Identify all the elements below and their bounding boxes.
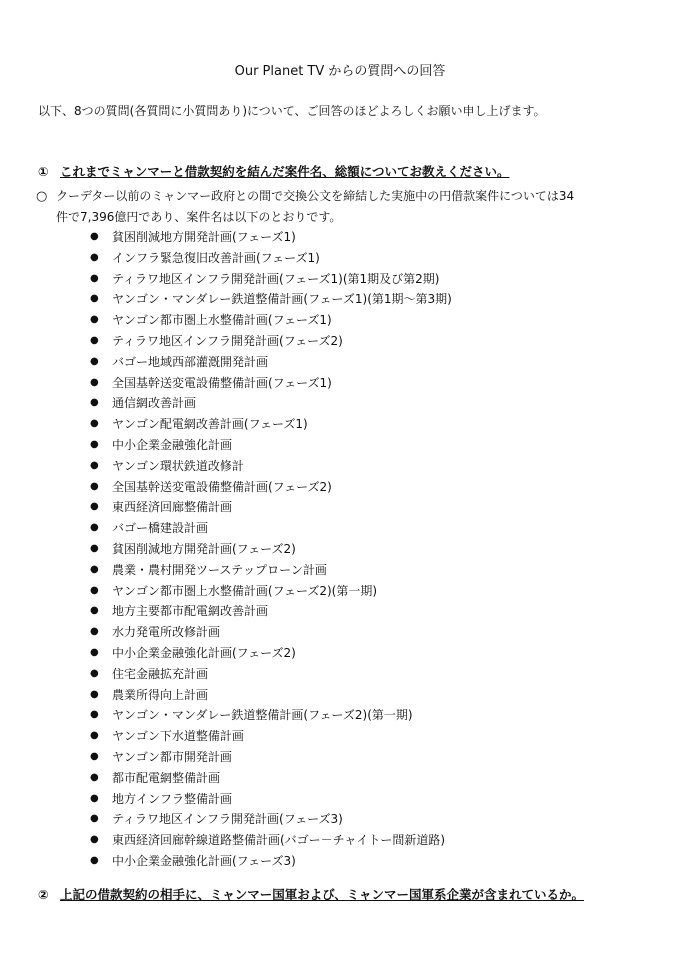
project-name: ティラワ地区インフラ開発計画(フェーズ1)(第1期及び第2期): [112, 271, 440, 286]
list-item: [90, 393, 452, 414]
bullet-icon: ●: [90, 251, 99, 263]
list-item: [90, 497, 452, 518]
bullet-icon: ●: [90, 563, 99, 575]
list-item: [90, 726, 452, 747]
project-name: 住宅金融拡充計画: [112, 666, 209, 681]
project-name: バゴー地域西部灌漑開発計画: [112, 354, 269, 369]
bullet-icon: ●: [90, 688, 99, 700]
list-item: [90, 705, 452, 726]
bullet-icon: ●: [90, 397, 99, 409]
question-2-number: ②: [38, 887, 49, 902]
project-name: 貧困削減地方開発計画(フェーズ1): [112, 230, 296, 244]
project-name: ヤンゴン都市圏上水整備計画(フェーズ1): [112, 313, 332, 328]
list-item: [90, 622, 452, 643]
question-1-number: ①: [38, 164, 49, 179]
bullet-icon: ●: [90, 750, 99, 762]
project-name: ヤンゴン環状鉄道改修計: [112, 458, 244, 473]
bullet-icon: ●: [90, 438, 99, 450]
bullet-icon: ●: [90, 542, 99, 554]
answer-1-line-1: [36, 186, 648, 207]
question-2-text: 上記の借款契約の相手に、ミャンマー国軍および、ミャンマー国軍系企業が含まれているか。: [60, 887, 585, 902]
bullet-icon: ●: [90, 667, 99, 679]
answer-1: [36, 186, 648, 227]
project-name: ヤンゴン・マンダレー鉄道整備計画(フェーズ2)(第一期): [112, 708, 413, 723]
list-item: [90, 643, 452, 664]
bullet-icon: ●: [90, 771, 99, 783]
bullet-icon: ●: [90, 854, 99, 866]
list-item: [90, 789, 452, 810]
answer-1-line-1-text: クーデター以前のミャンマー政府との間で交換公文を締結した実施中の円借款案件については34: [56, 189, 575, 203]
project-name: 農業・農村開発ツーステップローン計画: [112, 562, 327, 577]
question-2: [38, 886, 584, 904]
project-name: 水力発電所改修計画: [112, 625, 221, 640]
project-name: 東西経済回廊幹線道路整備計画(バゴー－チャイトー間新道路): [112, 833, 446, 848]
project-list: [90, 227, 452, 872]
list-item: [90, 581, 452, 602]
answer-1-line-2: 件で7,396億円であり、案件名は以下のとおりです。: [56, 210, 342, 224]
list-item: [90, 809, 452, 830]
project-name: 都市配電網整備計画: [112, 770, 221, 785]
list-item: [90, 768, 452, 789]
bullet-icon: ●: [90, 376, 99, 388]
project-name: 全国基幹送変電設備整備計画(フェーズ2): [112, 479, 332, 494]
bullet-icon: ●: [90, 293, 99, 305]
bullet-icon: ●: [90, 231, 99, 242]
list-item: [90, 310, 452, 331]
list-item: [90, 560, 452, 581]
bullet-icon: ●: [90, 459, 99, 471]
list-item: [90, 685, 452, 706]
list-item: [90, 830, 452, 851]
list-item: [90, 851, 452, 872]
bullet-icon: ●: [90, 709, 99, 721]
list-item: [90, 664, 452, 685]
bullet-icon: ●: [90, 626, 99, 638]
document-title: Our Planet TV からの質問への回答: [234, 64, 446, 79]
question-1-text: これまでミャンマーと借款契約を結んだ案件名、総額についてお教えください。: [60, 164, 510, 179]
list-item: [90, 518, 452, 539]
bullet-icon: ●: [90, 584, 99, 596]
list-item: [90, 289, 452, 310]
list-item: [90, 227, 452, 248]
project-name: 中小企業金融強化計画: [112, 437, 233, 452]
project-name: 農業所得向上計画: [112, 687, 209, 702]
project-name: 通信網改善計画: [112, 396, 197, 411]
project-name: ヤンゴン下水道整備計画: [112, 729, 244, 744]
bullet-icon: ●: [90, 334, 99, 346]
bullet-icon: ●: [90, 418, 99, 430]
list-item: [90, 747, 452, 768]
bullet-icon: ●: [90, 605, 99, 617]
project-name: ヤンゴン都市開発計画: [112, 749, 232, 764]
bullet-icon: ●: [90, 480, 99, 492]
project-name: 貧困削減地方開発計画(フェーズ2): [112, 541, 296, 556]
intro-text: 以下、8つの質問(各質問に小質問あり)について、ご回答のほどよろしくお願い申し上げます。: [38, 104, 546, 118]
list-item: [90, 373, 452, 394]
project-name: 東西経済回廊整備計画: [112, 500, 233, 515]
list-item: [90, 414, 452, 435]
bullet-icon: ●: [90, 730, 99, 742]
list-item: [90, 352, 452, 373]
circle-marker-icon: ○: [36, 189, 48, 204]
list-item: [90, 539, 452, 560]
bullet-icon: ●: [90, 813, 99, 825]
project-name: ヤンゴン配電網改善計画(フェーズ1): [112, 417, 308, 432]
bullet-icon: ●: [90, 522, 99, 534]
project-name: ヤンゴン・マンダレー鉄道整備計画(フェーズ1)(第1期～第3期): [112, 292, 452, 307]
list-item: [90, 456, 452, 477]
project-name: 中小企業金融強化計画(フェーズ2): [112, 645, 296, 660]
list-item: [90, 477, 452, 498]
project-name: 地方インフラ整備計画: [112, 791, 233, 806]
project-name: 地方主要都市配電網改善計画: [112, 604, 269, 619]
bullet-icon: ●: [90, 314, 99, 326]
bullet-icon: ●: [90, 646, 99, 658]
list-item: [90, 269, 452, 290]
project-name: 全国基幹送変電設備整備計画(フェーズ1): [112, 375, 332, 390]
list-item: [90, 601, 452, 622]
project-name: ティラワ地区インフラ開発計画(フェーズ2): [112, 333, 343, 348]
bullet-icon: ●: [90, 792, 99, 804]
question-1: [38, 163, 510, 181]
bullet-icon: ●: [90, 355, 99, 367]
list-item: [90, 248, 452, 269]
project-name: 中小企業金融強化計画(フェーズ3): [112, 853, 296, 868]
list-item: [90, 331, 452, 352]
list-item: [90, 435, 452, 456]
bullet-icon: ●: [90, 501, 99, 513]
bullet-icon: ●: [90, 272, 99, 284]
bullet-icon: ●: [90, 834, 99, 846]
project-name: ティラワ地区インフラ開発計画(フェーズ3): [112, 812, 343, 827]
project-name: ヤンゴン都市圏上水整備計画(フェーズ2)(第一期): [112, 583, 378, 598]
project-name: インフラ緊急復旧改善計画(フェーズ1): [112, 250, 320, 265]
project-name: バゴー橋建設計画: [112, 521, 209, 536]
